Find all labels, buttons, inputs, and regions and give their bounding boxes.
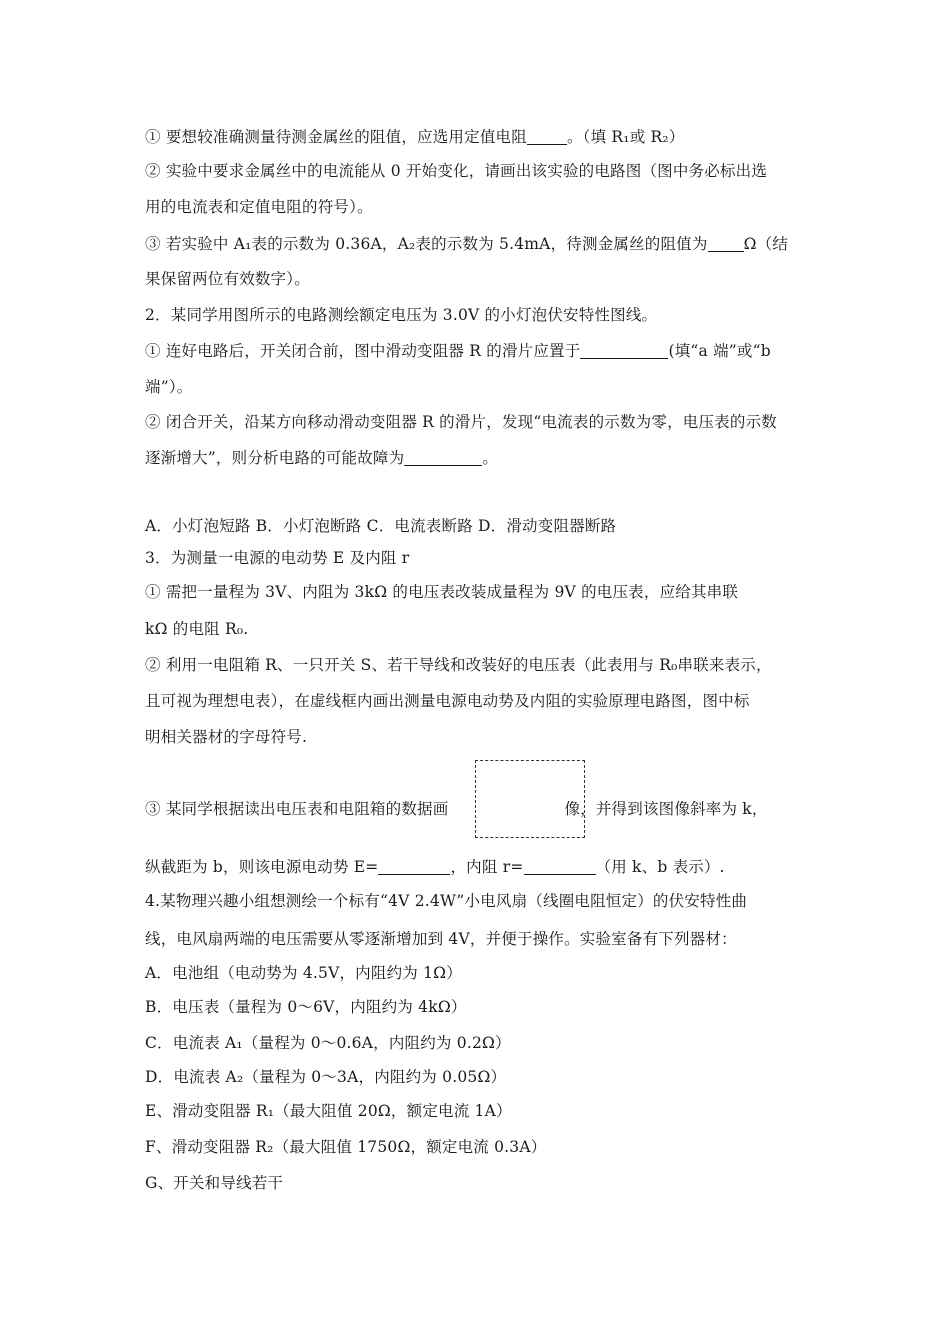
q3-item-2: ② 利用一电阻箱 R、一只开关 S、若干导线和改装好的电压表（此表用与 R₀串联来表示， xyxy=(145,656,772,674)
q2-item-1-cont: 端”）。 xyxy=(145,378,193,396)
q1-item-3-cont: 果保留两位有效数字）。 xyxy=(145,270,310,288)
q1-item-2-cont: 用的电流表和定值电阻的符号）。 xyxy=(145,198,373,216)
answer-blank[interactable] xyxy=(404,449,482,466)
q2-stem: 2．某同学用图所示的电路测绘额定电压为 3.0V 的小灯泡伏安特性图线。 xyxy=(145,306,658,324)
q4-option-b: B．电压表（量程为 0～6V，内阻约为 4kΩ） xyxy=(145,998,467,1016)
q3-stem: 3．为测量一电源的电动势 E 及内阻 r xyxy=(145,549,410,567)
answer-blank[interactable] xyxy=(378,858,450,875)
q4-option-a: A．电池组（电动势为 4.5V，内阻约为 1Ω） xyxy=(145,964,462,982)
answer-blank[interactable] xyxy=(708,235,744,252)
q2-item-2: ② 闭合开关，沿某方向移动滑动变阻器 R 的滑片，发现“电流表的示数为零，电压表的示数 xyxy=(145,413,777,431)
answer-blank[interactable] xyxy=(580,342,668,359)
q2-item-2-cont: 逐渐增大”，则分析电路的可能故障为 。 xyxy=(145,449,499,467)
q3-item-3: ③ 某同学根据读出电压表和电阻箱的数据画 像，并得到该图像斜率为 k， xyxy=(145,800,768,818)
q2-options: A．小灯泡短路 B．小灯泡断路 C．电流表断路 D．滑动变阻器断路 xyxy=(145,517,617,535)
q3-item-2-cont: 且可视为理想电表），在虚线框内画出测量电源电动势及内阻的实验原理电路图，图中标 xyxy=(145,692,750,710)
answer-blank[interactable] xyxy=(524,858,596,875)
q3-item-3-cont: 纵截距为 b，则该电源电动势 E= ，内阻 r= （用 k、b 表示）. xyxy=(145,858,725,876)
q4-option-d: D．电流表 A₂（量程为 0～3A，内阻约为 0.05Ω） xyxy=(145,1068,507,1086)
q3-item-1: ① 需把一量程为 3V、内阻为 3kΩ 的电压表改装成量程为 9V 的电压表，应给其串联 xyxy=(145,583,739,601)
q3-item-2-cont2: 明相关器材的字母符号. xyxy=(145,728,308,746)
q1-item-2: ② 实验中要求金属丝中的电流能从 0 开始变化，请画出该实验的电路图（图中务必标出选 xyxy=(145,162,768,180)
q1-item-1: ① 要想较准确测量待测金属丝的阻值，应选用定值电阻 。（填 R₁或 R₂） xyxy=(145,128,685,146)
q4-option-e: E、滑动变阻器 R₁（最大阻值 20Ω，额定电流 1A） xyxy=(145,1102,512,1120)
q1-item-3: ③ 若实验中 A₁表的示数为 0.36A，A₂表的示数为 5.4mA，待测金属丝的阻值为 Ω（结 xyxy=(145,235,789,253)
q4-stem: 4.某物理兴趣小组想测绘一个标有“4V 2.4W”小电风扇（线圈电阻恒定）的伏安特性曲 xyxy=(145,892,748,910)
q3-item-1-cont: kΩ 的电阻 R₀. xyxy=(145,620,249,638)
q4-stem-cont: 线，电风扇两端的电压需要从零逐渐增加到 4V，并便于操作。实验室备有下列器材： xyxy=(145,930,737,948)
q4-option-c: C．电流表 A₁（量程为 0～0.6A，内阻约为 0.2Ω） xyxy=(145,1034,511,1052)
q4-option-f: F、滑动变阻器 R₂（最大阻值 1750Ω，额定电流 0.3A） xyxy=(145,1138,547,1156)
q2-item-1: ① 连好电路后，开关闭合前，图中滑动变阻器 R 的滑片应置于 (填“a 端”或“b xyxy=(145,342,771,360)
answer-blank[interactable] xyxy=(527,128,567,145)
q4-option-g: G、开关和导线若干 xyxy=(145,1174,284,1192)
